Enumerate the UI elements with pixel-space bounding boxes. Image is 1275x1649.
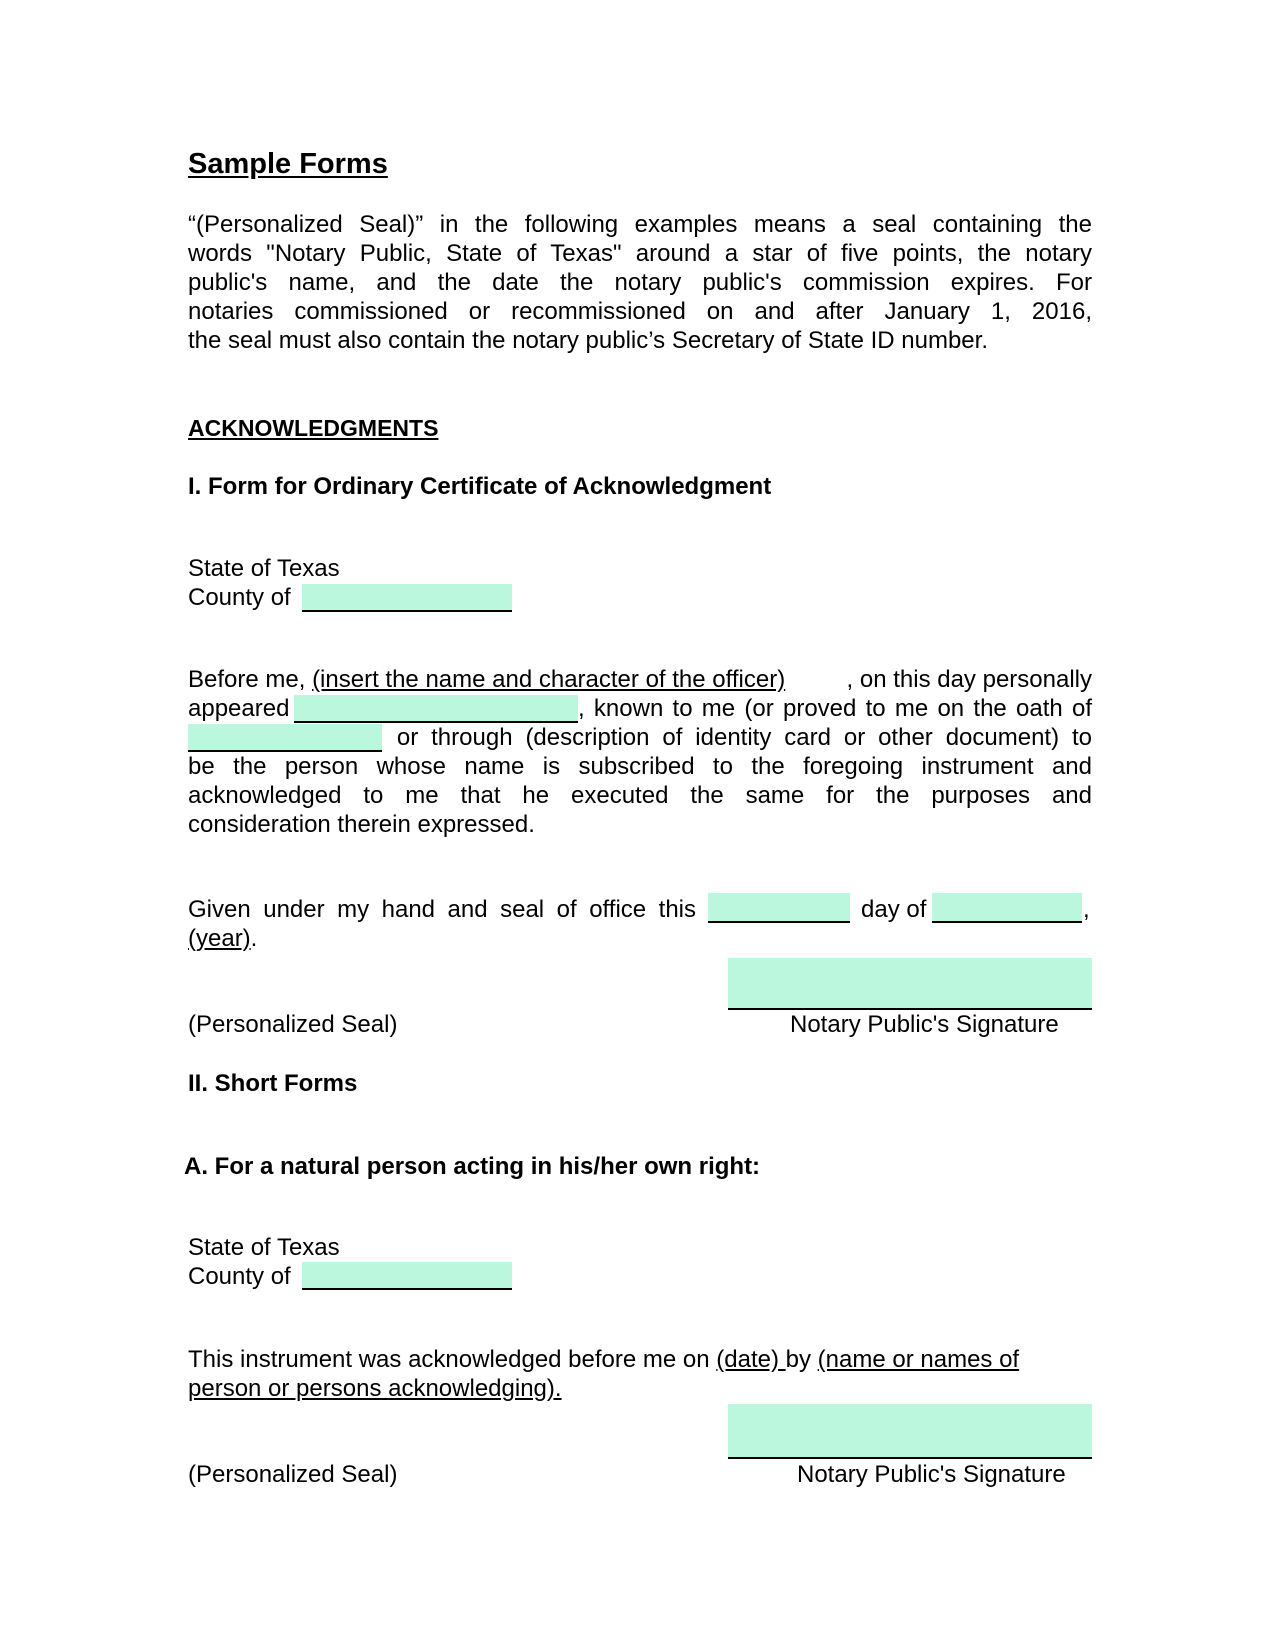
acknowledgments-heading: ACKNOWLEDGMENTS [188, 415, 439, 441]
personalized-seal-1: (Personalized Seal) [188, 1011, 398, 1038]
personalized-seal-2: (Personalized Seal) [188, 1461, 398, 1488]
year-period: . [250, 925, 258, 952]
intro-line-3: public's name, and the date the notary public's commission expires. For [188, 269, 1092, 296]
body-1-line-1 [188, 665, 1092, 694]
comma-text: , [1083, 896, 1090, 923]
date-placeholder: (date) [716, 1346, 786, 1373]
state-label-2: State of Texas [188, 1234, 340, 1261]
county-field-1[interactable] [302, 584, 512, 612]
body-1-line-5: acknowledged to me that he executed the same for the purposes and [188, 782, 1092, 809]
instrument-text: This instrument was acknowledged before me on [188, 1346, 717, 1373]
appeared-label: appeared [188, 695, 290, 722]
body-1-rest [188, 752, 1092, 839]
section-2-heading: II. Short Forms [188, 1070, 358, 1097]
page-title: Sample Forms [188, 148, 388, 180]
instrument-line-2 [188, 1374, 562, 1403]
body-1-text-a: Before me, [188, 666, 313, 693]
month-field[interactable] [932, 893, 1082, 923]
by-text: by [785, 1346, 818, 1373]
body-1-text-b: , on this day personally [846, 666, 1092, 693]
body-1-line-6: consideration therein expressed. [188, 811, 535, 838]
intro-line-1: “(Personalized Seal)” in the following examples means a seal containing the [188, 211, 1092, 238]
state-label-1: State of Texas [188, 555, 340, 582]
day-of-text: day of [861, 896, 927, 923]
oath-of-field[interactable] [188, 724, 382, 752]
appeared-field[interactable] [294, 695, 578, 723]
county-label-2: County of [188, 1263, 291, 1290]
section-2a-subheading: A. For a natural person acting in his/her own right: [184, 1153, 761, 1180]
instrument-line-1 [188, 1345, 1019, 1374]
intro-paragraph [188, 210, 1092, 355]
day-field[interactable] [708, 893, 850, 923]
names-placeholder-2: person or persons acknowledging). [188, 1375, 562, 1402]
section-1-heading: I. Form for Ordinary Certificate of Acknowledgment [188, 473, 772, 500]
officer-placeholder: (insert the name and character of the officer) [312, 666, 786, 693]
signature-label-2: Notary Public's Signature [797, 1461, 1066, 1488]
year-placeholder: (year) [188, 925, 251, 952]
intro-line-4: notaries commissioned or recommissioned on and after January 1, 2016, [188, 298, 1092, 325]
signature-label-1: Notary Public's Signature [790, 1011, 1059, 1038]
year-line [188, 924, 257, 953]
intro-line-2: words "Notary Public, State of Texas" around a star of five points, the notary [188, 240, 1092, 267]
names-placeholder-1: (name or names of [817, 1346, 1020, 1373]
identity-card-text: or through (description of identity card or other document) to [384, 724, 1092, 751]
signature-field-2[interactable] [728, 1404, 1092, 1459]
given-text: Given under my hand and seal of office this [188, 896, 696, 923]
signature-field-1[interactable] [728, 958, 1092, 1010]
body-1-line-4: be the person whose name is subscribed to the foregoing instrument and [188, 753, 1092, 780]
intro-line-5: the seal must also contain the notary public’s Secretary of State ID number. [188, 327, 988, 354]
county-label-1: County of [188, 584, 291, 611]
county-field-2[interactable] [302, 1262, 512, 1290]
known-to-me-text: , known to me (or proved to me on the oath of [578, 695, 1092, 722]
